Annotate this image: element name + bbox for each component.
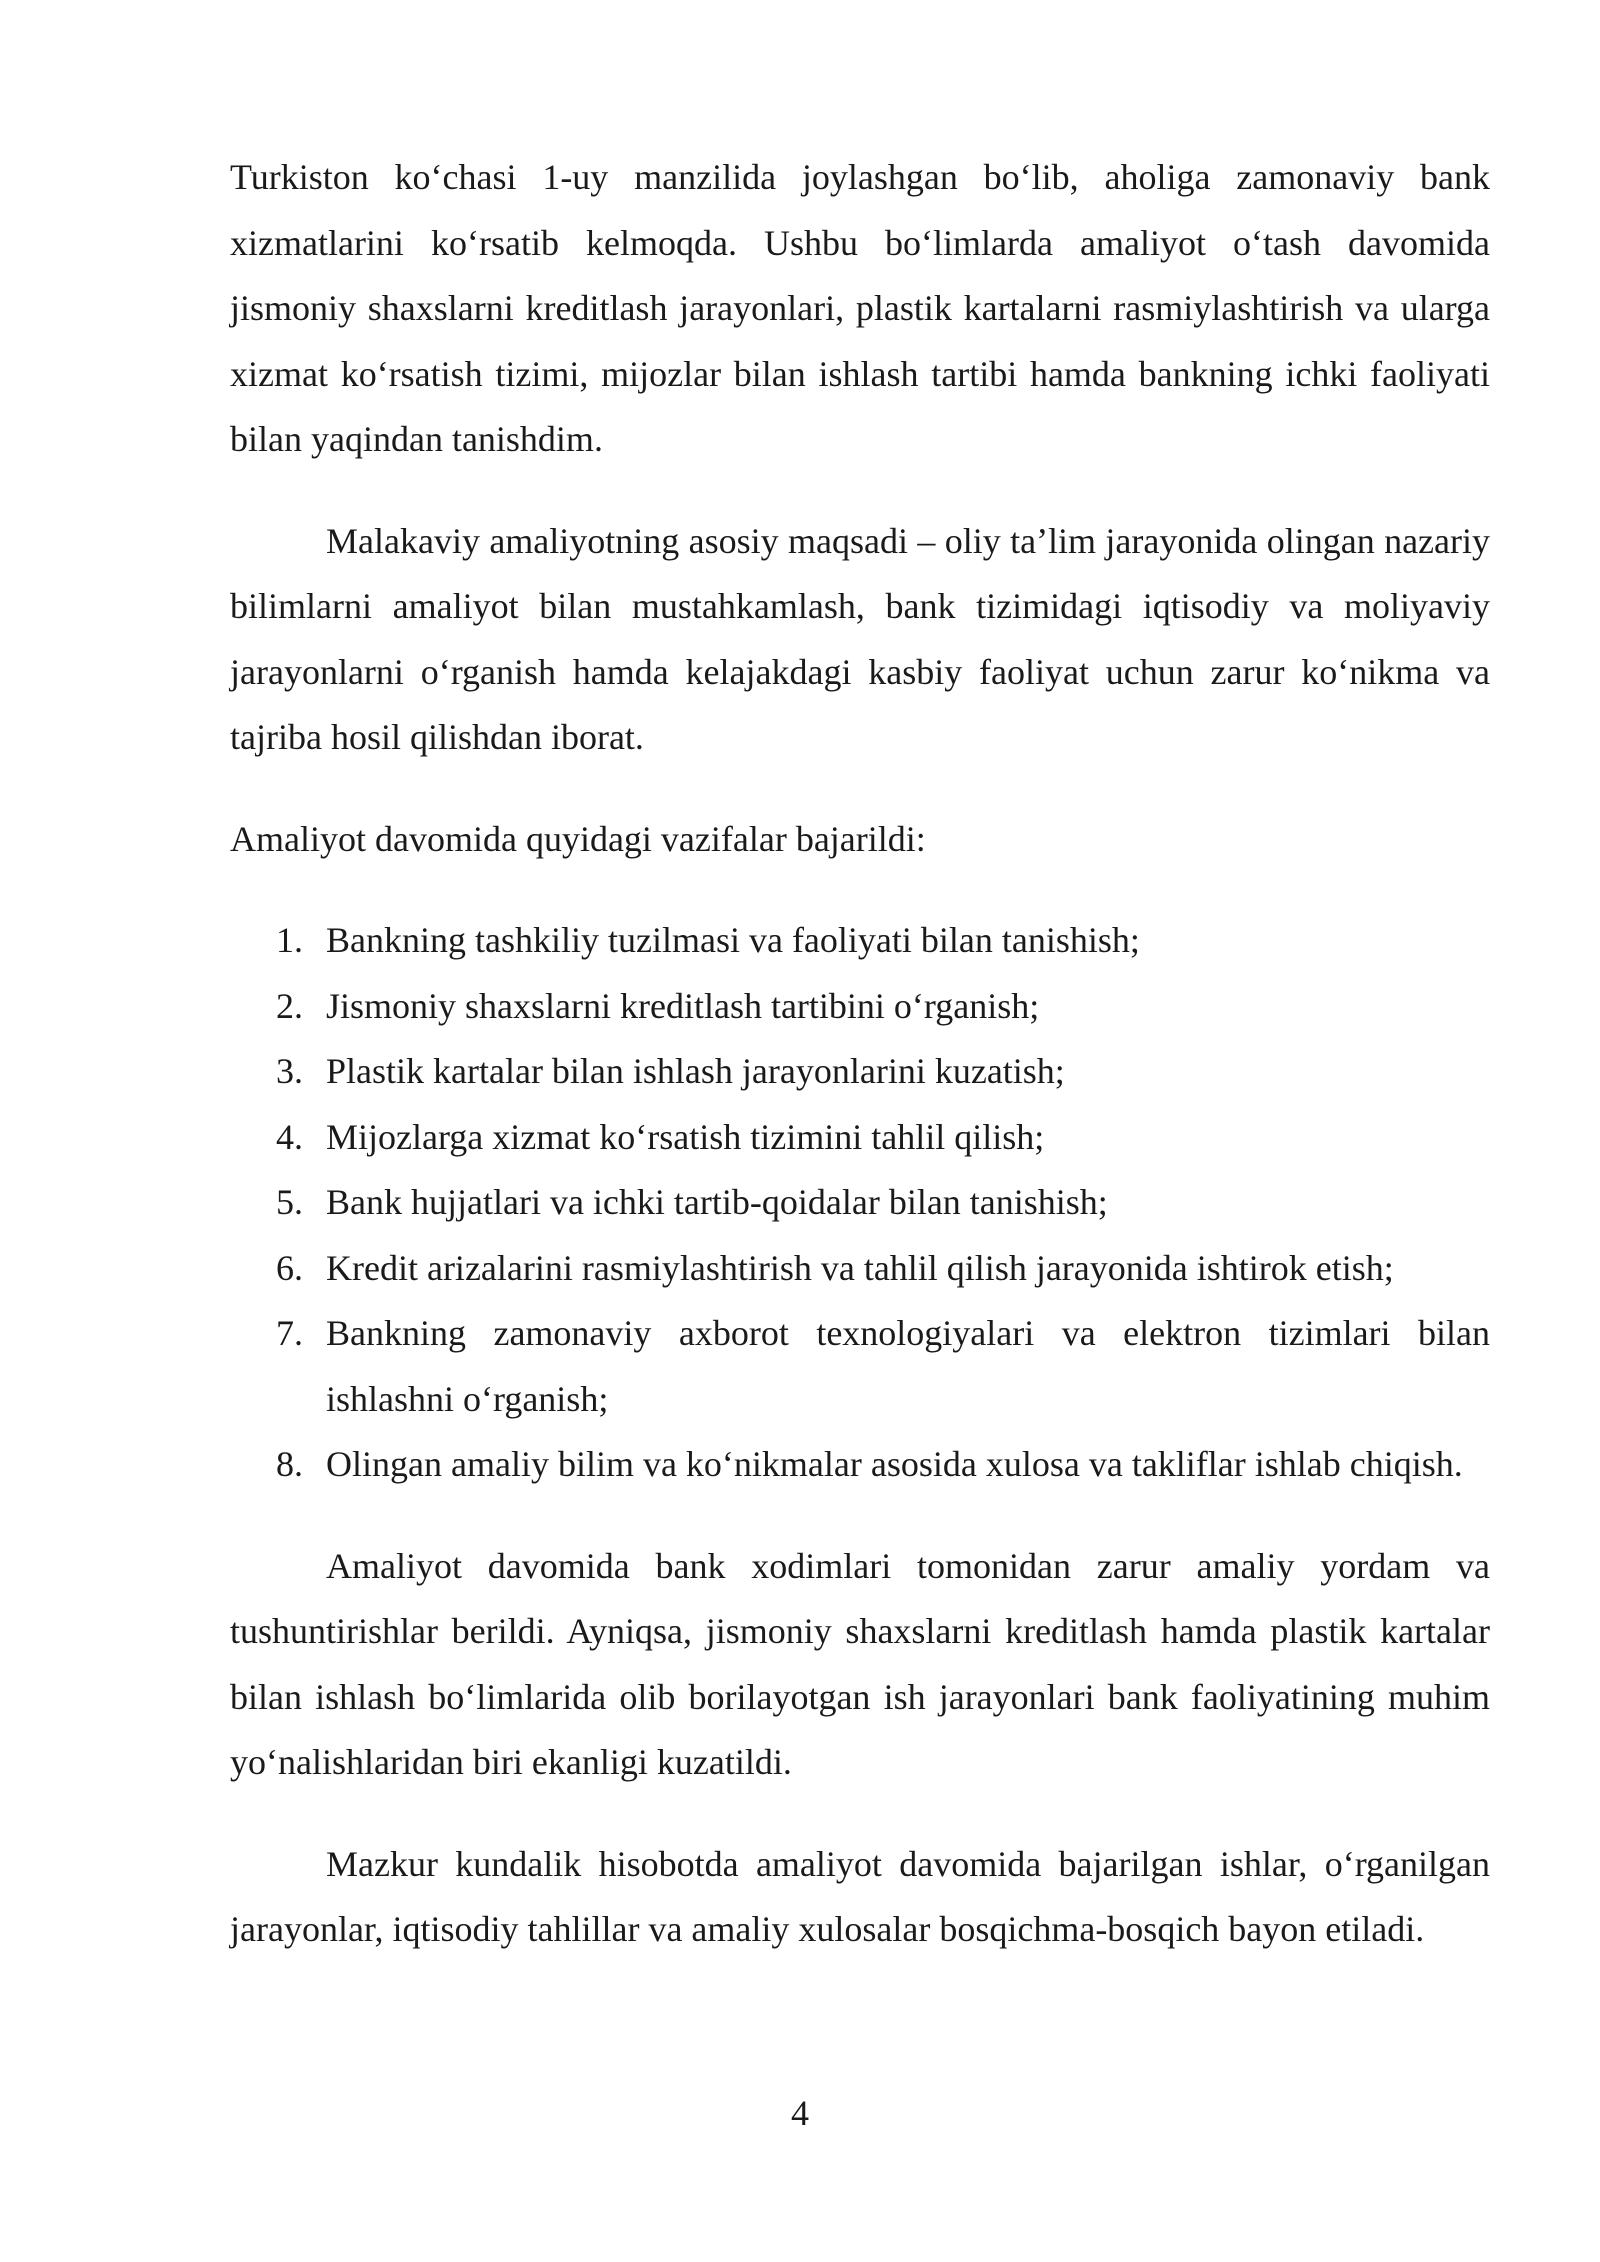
task-number: 7. bbox=[276, 1313, 303, 1353]
task-number: 5. bbox=[276, 1182, 303, 1222]
task-text: Mijozlarga xizmat koʻrsatish tizimini tahlil qilish; bbox=[326, 1116, 1045, 1157]
task-text: Kredit arizalarini rasmiylashtirish va tahlil qilish jarayonida ishtirok etish; bbox=[326, 1247, 1394, 1288]
task-number: 4. bbox=[276, 1116, 303, 1157]
task-text: Olingan amaliy bilim va koʻnikmalar asosida xulosa va takliflar ishlab chiqish. bbox=[326, 1444, 1463, 1484]
task-item bbox=[230, 1301, 1490, 1432]
task-text: Bankning zamonaviy axborot texnologiyalari va elektron tizimlari bilan ishlashni oʻrganish; bbox=[326, 1313, 1490, 1419]
document-page bbox=[230, 145, 1490, 1963]
task-number: 3. bbox=[276, 1051, 303, 1091]
paragraph-staff-assistance: Amaliyot davomida bank xodimlari tomonidan zarur amaliy yordam va tushuntirishlar berildi. Ayniqsa, jismoniy shaxslarni kreditlash hamda plastik kartalar bilan ishlash boʻlimlarida olib borilayotgan ish jarayonlari bank faoliyatining muhim yoʻnalishlaridan biri ekanligi kuzatildi. bbox=[230, 1545, 1490, 1782]
task-item bbox=[230, 1432, 1490, 1498]
task-item bbox=[230, 1039, 1490, 1105]
paragraph-bank-location: Turkiston koʻchasi 1-uy manzilida joylashgan boʻlib, aholiga zamonaviy bank xizmatlarini koʻrsatib kelmoqda. Ushbu boʻlimlarda amaliyot oʻtash davomida jismoniy shaxslarni kreditlash jarayonlari, plastik kartalarni rasmiylashtirish va ularga xizmat koʻrsatish tizimi, mijozlar bilan ishlash tartibi hamda bankning ichki faoliyati bilan yaqindan tanishdim. bbox=[230, 157, 1490, 459]
page-number: 4 bbox=[791, 2093, 809, 2133]
task-text: Bankning tashkiliy tuzilmasi va faoliyati bilan tanishish; bbox=[326, 920, 1140, 960]
paragraph-report-summary: Mazkur kundalik hisobotda amaliyot davomida bajarilgan ishlar, oʻrganilgan jarayonlar, iqtisodiy tahlillar va amaliy xulosalar bosqichma-bosqich bayon etiladi. bbox=[230, 1843, 1490, 1949]
task-number: 1. bbox=[276, 920, 303, 960]
task-text: Jismoniy shaxslarni kreditlash tartibini oʻrganish; bbox=[326, 985, 1040, 1026]
task-number: 8. bbox=[276, 1444, 303, 1484]
task-list bbox=[230, 908, 1490, 1498]
task-item bbox=[230, 1105, 1490, 1171]
task-text: Plastik kartalar bilan ishlash jarayonlarini kuzatish; bbox=[326, 1051, 1065, 1091]
task-text: Bank hujjatlari va ichki tartib-qoidalar bilan tanishish; bbox=[326, 1182, 1108, 1222]
paragraph-practice-goal: Malakaviy amaliyotning asosiy maqsadi – oliy taʼlim jarayonida olingan nazariy bilimlarni amaliyot bilan mustahkamlash, bank tizimidagi iqtisodiy va moliyaviy jarayonlarni oʻrganish hamda kelajakdagi kasbiy faoliyat uchun zarur koʻnikma va tajriba hosil qilishdan iborat. bbox=[230, 520, 1490, 757]
task-item bbox=[230, 974, 1490, 1040]
task-item bbox=[230, 1170, 1490, 1236]
task-number: 2. bbox=[276, 985, 303, 1026]
task-item bbox=[230, 1236, 1490, 1302]
task-item bbox=[230, 908, 1490, 974]
paragraph-tasks-intro: Amaliyot davomida quyidagi vazifalar bajarildi: bbox=[230, 818, 926, 859]
task-number: 6. bbox=[276, 1247, 303, 1288]
